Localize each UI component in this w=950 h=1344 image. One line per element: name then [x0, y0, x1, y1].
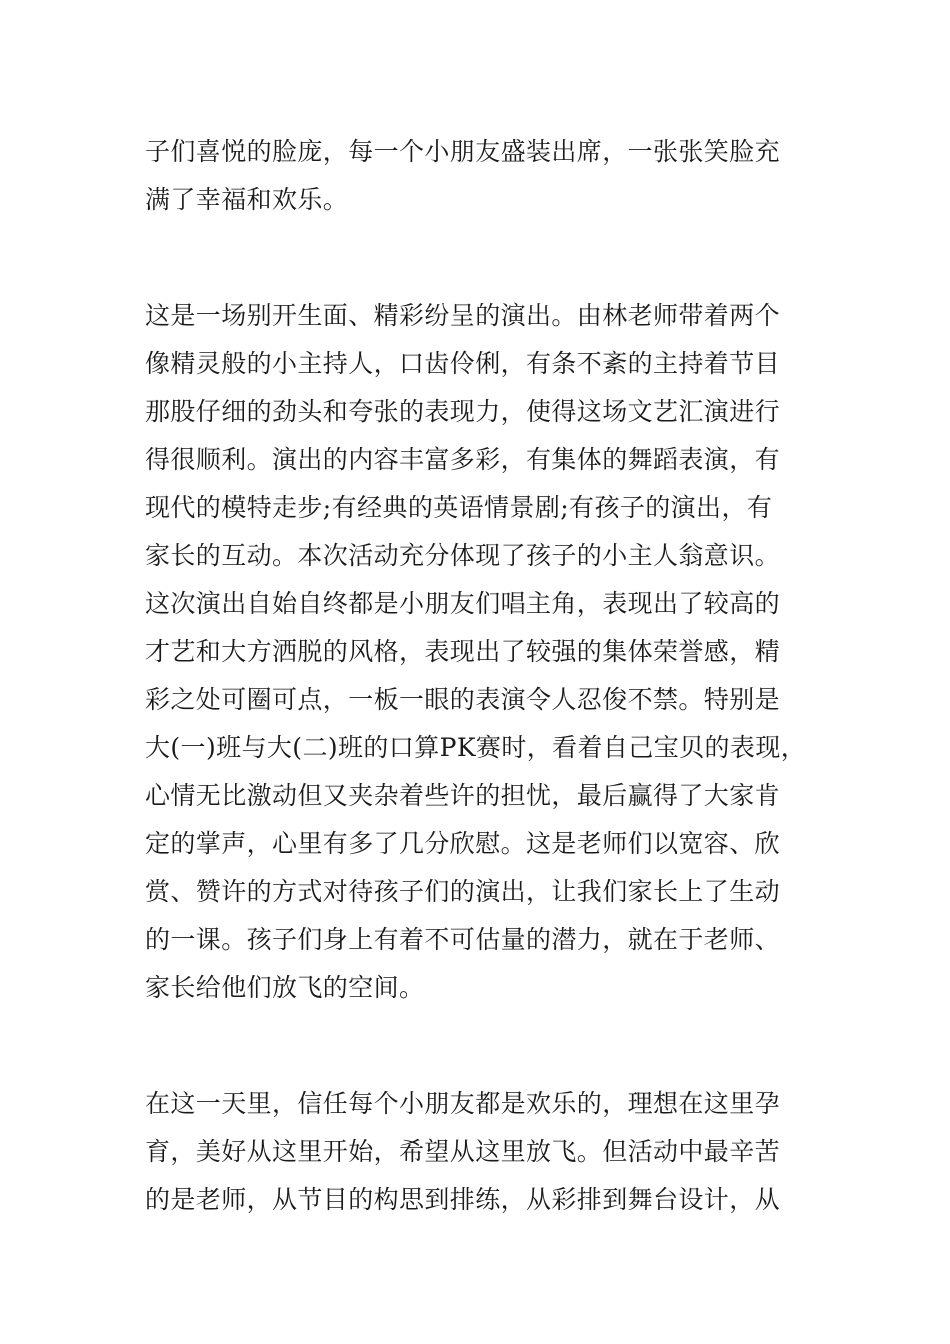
paragraph-2-line-13: 赏、赞许的方式对待孩子们的演出，让我们家长上了生动 — [145, 877, 781, 906]
paragraph-2-line-8: 才艺和大方洒脱的风格，表现出了较强的集体荣誉感，精 — [145, 637, 781, 666]
paragraph-3-line-3: 的是老师，从节目的构思到排练，从彩排到舞台设计，从 — [145, 1185, 781, 1214]
paragraph-3-line-1: 在这一天里，信任每个小朋友都是欢乐的，理想在这里孕 — [145, 1089, 781, 1118]
paragraph-2-line-6: 家长的互动。本次活动充分体现了孩子的小主人翁意识。 — [145, 541, 781, 570]
paragraph-2-line-1: 这是一场别开生面、精彩纷呈的演出。由林老师带着两个 — [145, 301, 781, 330]
paragraph-1-line-2: 满了幸福和欢乐。 — [145, 185, 349, 214]
paragraph-2-line-12: 定的掌声，心里有多了几分欣慰。这是老师们以宽容、欣 — [145, 829, 781, 858]
paragraph-2-line-7: 这次演出自始自终都是小朋友们唱主角，表现出了较高的 — [145, 589, 781, 618]
paragraph-2-line-14: 的一课。孩子们身上有着不可估量的潜力，就在于老师、 — [145, 925, 781, 954]
paragraph-2-line-15: 家长给他们放飞的空间。 — [145, 973, 425, 1002]
paragraph-2-line-9: 彩之处可圈可点，一板一眼的表演令人忍俊不禁。特别是 — [145, 685, 781, 714]
paragraph-1-line-1: 子们喜悦的脸庞，每一个小朋友盛装出席，一张张笑脸充 — [145, 137, 781, 166]
paragraph-2-line-2: 像精灵般的小主持人，口齿伶俐，有条不紊的主持着节目 — [145, 349, 781, 378]
paragraph-2-line-11: 心情无比激动但又夹杂着些许的担忧，最后赢得了大家肯 — [145, 781, 781, 810]
paragraph-2-line-5: 现代的模特走步;有经典的英语情景剧;有孩子的演出，有 — [145, 493, 773, 522]
paragraph-3-line-2: 育，美好从这里开始，希望从这里放飞。但活动中最辛苦 — [145, 1137, 781, 1166]
paragraph-2-line-4: 得很顺利。演出的内容丰富多彩，有集体的舞蹈表演，有 — [145, 445, 781, 474]
paragraph-2-line-10: 大(一)班与大(二)班的口算PK赛时，看着自己宝贝的表现， — [145, 733, 807, 762]
paragraph-2-line-3: 那股仔细的劲头和夸张的表现力，使得这场文艺汇演进行 — [145, 397, 781, 426]
